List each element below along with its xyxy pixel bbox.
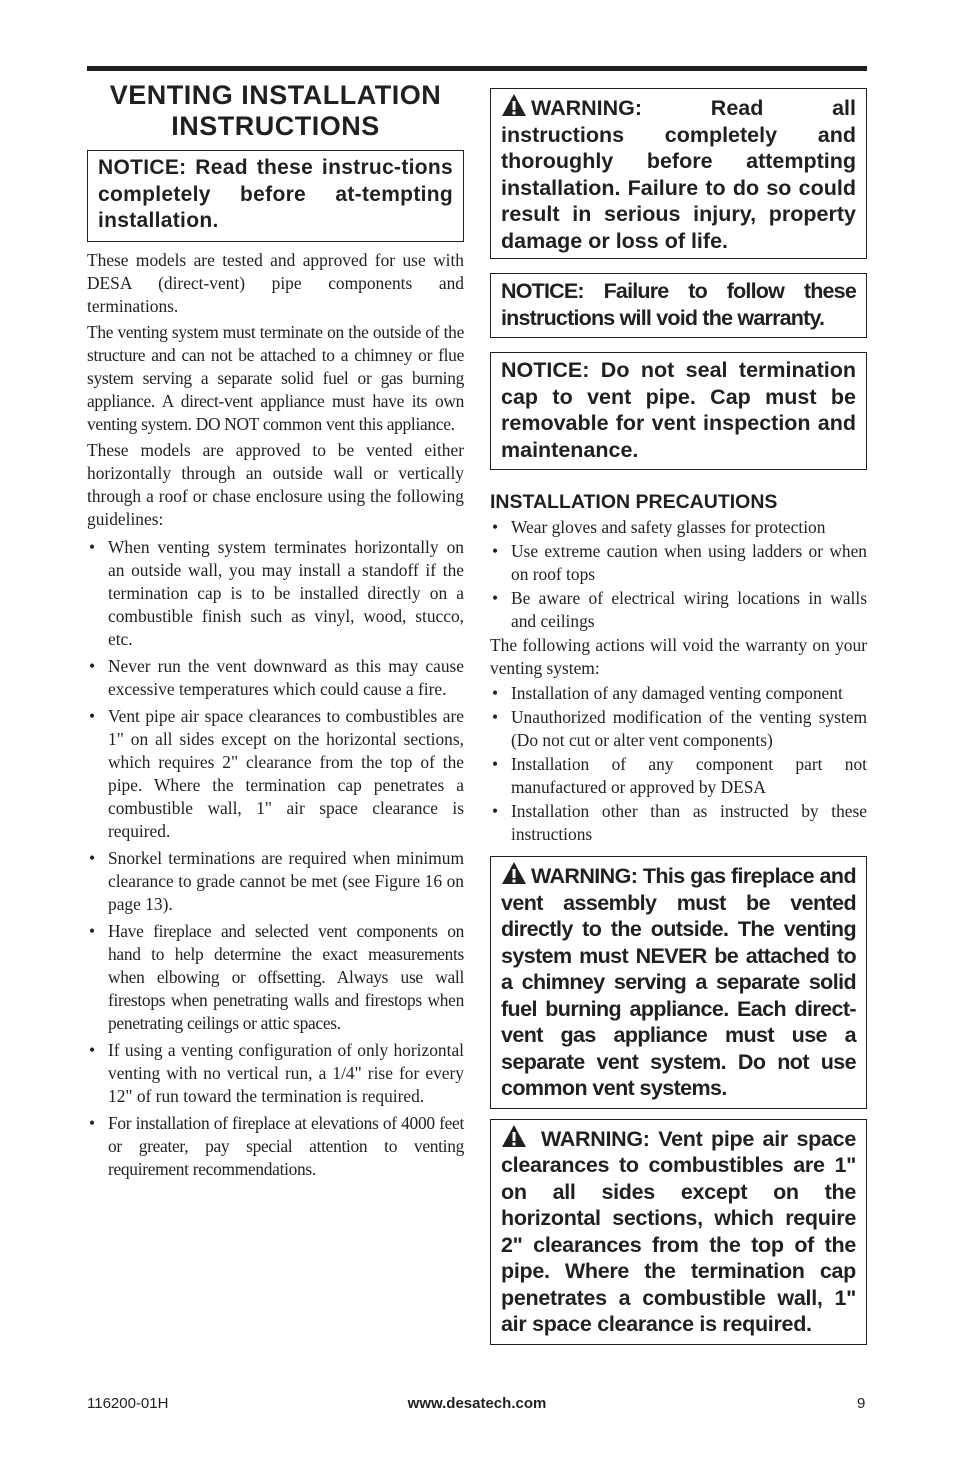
list-item: • Unauthorized modification of the venting system (Do not cut or alter vent components) xyxy=(490,706,867,752)
list-item: • Installation other than as instructed by these instructions xyxy=(490,800,867,846)
paragraph: These models are approved to be vented either horizontally through an outside wall or vertically through a roof or chase enclosure using the following guidelines: xyxy=(87,439,464,529)
warning-text: WARNING: This gas fireplace and vent assembly must be vented directly to the outside. The venting system must NEVER be attached to a chimney serving a separate solid fuel burning appliance. Each direct-vent gas appliance must use a separate vent system. Do not use common vent systems. xyxy=(501,864,856,1100)
guidelines-list xyxy=(87,536,464,1181)
warning-vent-outside xyxy=(490,856,867,1109)
paragraph: The venting system must terminate on the outside of the structure and can not be attached to a chimney or flue system serving a separate solid fuel or gas burning appliance. A direct-vent appliance must have its own venting system. DO NOT common vent this appliance. xyxy=(87,321,464,434)
warning-icon xyxy=(501,93,527,117)
warning-clearances xyxy=(490,1119,867,1345)
warning-icon xyxy=(501,1124,527,1148)
list-item: • Snorkel terminations are required when minimum clearance to grade cannot be met (see Figure 16 on page 13). xyxy=(87,847,464,916)
precautions-list xyxy=(490,516,867,633)
list-item: • Installation of any component part not manufactured or approved by DESA xyxy=(490,753,867,799)
list-item: • Be aware of electrical wiring locations in walls and ceilings xyxy=(490,587,867,633)
page-title: VENTING INSTALLATION INSTRUCTIONS xyxy=(109,80,442,141)
list-item: • If using a venting configuration of only horizontal venting with no vertical run, a 1/4" rise for every 12" of run toward the termination is required. xyxy=(87,1039,464,1108)
warning-icon xyxy=(501,861,527,885)
notice-read-instructions: NOTICE: Read these instruc-tions completely before at-tempting installation. xyxy=(87,150,464,242)
list-item: • Have fireplace and selected vent components on hand to help determine the exact measurements when elbowing or offsetting. Always use wall firestops when penetrating walls and firestops when penetrating ceilings or attic spaces. xyxy=(87,920,464,1035)
list-item: • Installation of any damaged venting component xyxy=(490,682,867,705)
page-number: 9 xyxy=(857,1395,866,1412)
void-intro: The following actions will void the warranty on your venting system: xyxy=(490,635,867,678)
warning-text: WARNING: Vent pipe air space clearances to combustibles are 1" on all sides except on the horizontal sections, which require 2" clearances from the top of the pipe. Where the termination cap penetrates a combustible wall, 1" air space clearance is required. xyxy=(501,1126,856,1336)
paragraph: These models are tested and approved for use with DESA (direct-vent) pipe components and terminations. xyxy=(87,249,464,316)
website-link[interactable]: www.desatech.com xyxy=(407,1395,547,1412)
warning-read-instructions xyxy=(490,88,867,259)
notice-termination-cap: NOTICE: Do not seal termination cap to vent pipe. Cap must be removable for vent inspection and maintenance. xyxy=(490,352,867,470)
notice-void-warranty: NOTICE: Failure to follow these instructions will void the warranty. xyxy=(490,273,867,338)
list-item: • When venting system terminates horizontally on an outside wall, you may install a standoff if the termination cap is to be installed directly on a combustible finish such as vinyl, wood, stucco, etc. xyxy=(87,536,464,651)
list-item: • For installation of fireplace at elevations of 4000 feet or greater, pay special attention to venting requirement recommendations. xyxy=(87,1112,464,1181)
right-column xyxy=(490,88,867,1345)
void-list xyxy=(490,682,867,846)
doc-number: 116200-01H xyxy=(87,1395,169,1412)
list-item: • Vent pipe air space clearances to combustibles are 1" on all sides except on the horizontal sections, which requires 2" clearance from the top of the pipe. Where the termination cap penetrates a combustible wall, 1" air space clearance is required. xyxy=(87,705,464,843)
precautions-heading: INSTALLATION PRECAUTIONS xyxy=(490,491,778,513)
warning-text: WARNING: Read all instructions completely and thoroughly before attempting installation. Failure to do so could result in serious injury, property damage or loss of life. xyxy=(501,96,856,253)
top-rule xyxy=(87,66,867,71)
list-item: • Wear gloves and safety glasses for protection xyxy=(490,516,867,539)
list-item: • Use extreme caution when using ladders or when on roof tops xyxy=(490,540,867,586)
list-item: • Never run the vent downward as this may cause excessive temperatures which could cause a fire. xyxy=(87,655,464,701)
left-column xyxy=(87,80,464,1185)
